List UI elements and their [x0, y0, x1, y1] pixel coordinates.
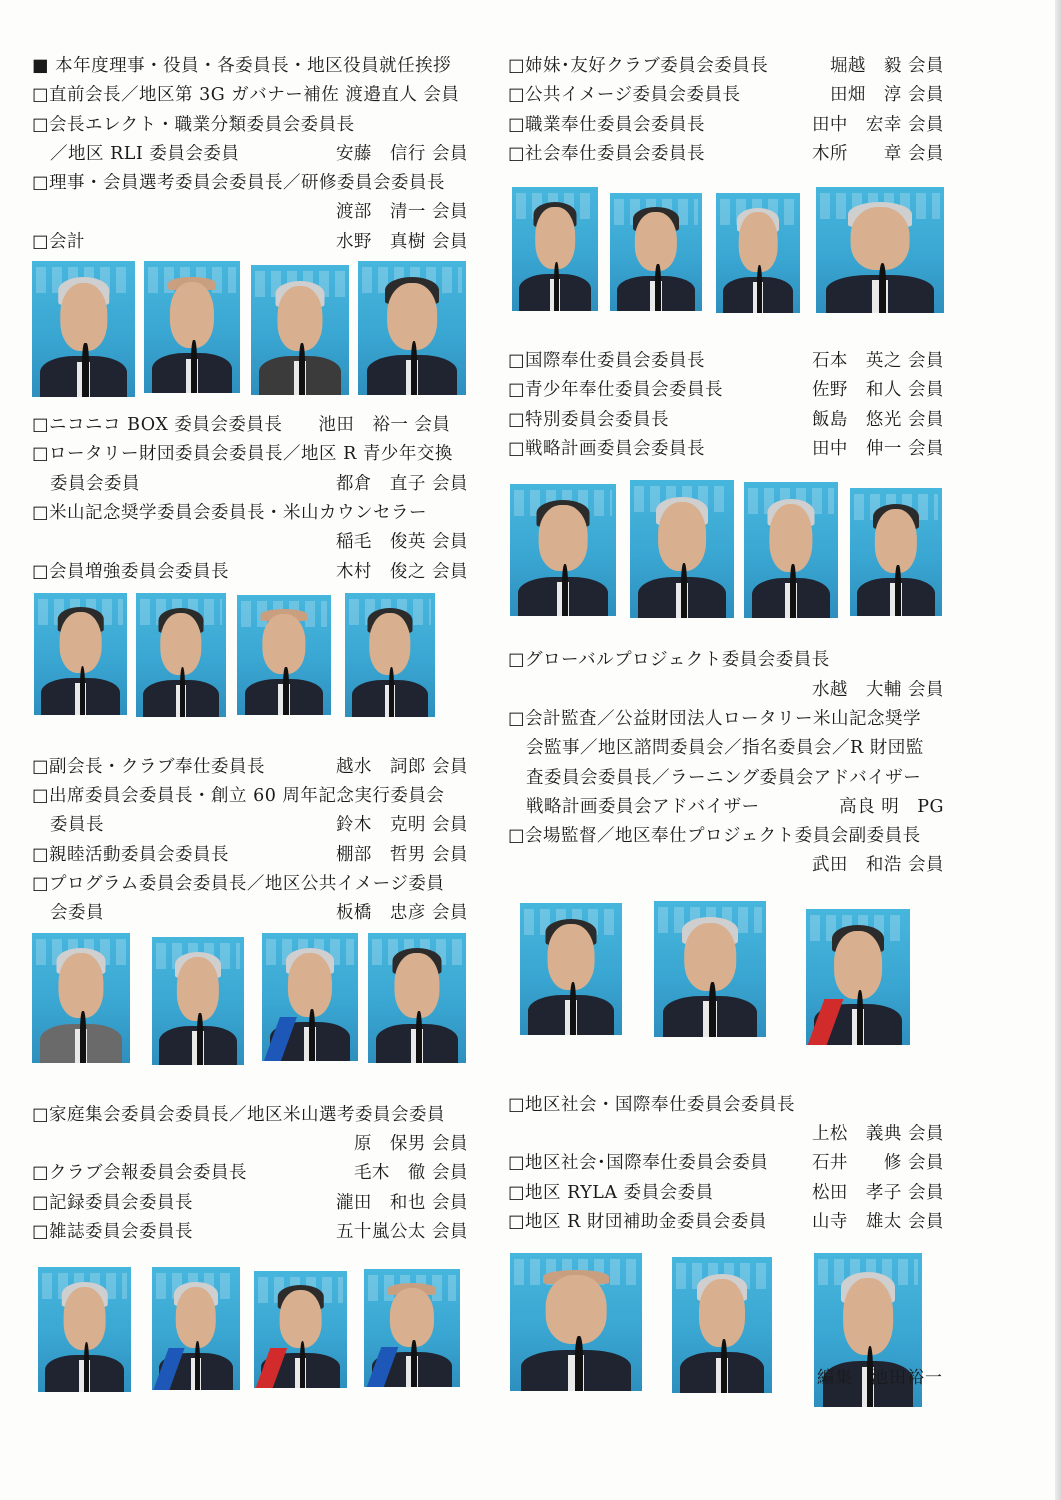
roster-line — [32, 528, 472, 557]
role-text: ／地区 RLI 委員会委員 — [50, 143, 240, 164]
role-text: □地区 R 財団補助金委員会委員 — [508, 1211, 767, 1232]
roster-line — [508, 822, 948, 851]
member-photo — [32, 261, 135, 397]
roster-line — [32, 1130, 472, 1159]
role-text: □会場監督／地区奉仕プロジェクト委員会副委員長 — [508, 826, 921, 847]
roster-line — [32, 782, 472, 811]
photo-row-3 — [32, 933, 472, 1101]
member-photo — [630, 480, 734, 618]
role-text: 委員長 — [50, 815, 104, 836]
roster-line — [32, 228, 472, 257]
member-photo — [716, 193, 800, 313]
member-photo — [152, 1267, 240, 1390]
roster-line — [32, 169, 472, 198]
member-name: 石本 英之 会員 — [811, 351, 944, 372]
roster-line — [32, 1101, 472, 1130]
role-text: □プログラム委員会委員長／地区公共イメージ委員 — [32, 874, 445, 895]
member-name: 越水 詞郎 会員 — [335, 756, 468, 777]
member-name: 毛木 徹 会員 — [353, 1163, 468, 1184]
member-photo — [364, 1269, 460, 1387]
left-block-2 — [32, 411, 472, 587]
roster-line — [508, 793, 948, 822]
member-name: 棚部 哲男 会員 — [335, 844, 468, 865]
member-name: 瀧田 和也 会員 — [335, 1192, 468, 1213]
member-name: 安藤 信行 会員 — [335, 143, 468, 164]
member-name: 板橋 忠彦 会員 — [335, 903, 468, 924]
photo-row-2 — [32, 593, 472, 753]
member-photo — [806, 909, 910, 1045]
roster-line — [32, 1218, 472, 1247]
roster-line — [508, 406, 948, 435]
right-block-2 — [508, 347, 948, 464]
roster-line — [32, 499, 472, 528]
role-text: □姉妹･友好クラブ委員会委員長 — [508, 56, 769, 76]
role-text: □地区 RYLA 委員会委員 — [508, 1182, 714, 1203]
role-text: □直前会長／地区第 3G ガバナー補佐 渡邉直人 会員 — [32, 85, 460, 106]
member-photo — [34, 593, 127, 715]
role-text: □クラブ会報委員会委員長 — [32, 1163, 248, 1184]
member-name: 水越 大輔 会員 — [811, 679, 944, 700]
roster-line — [32, 470, 472, 499]
member-name: 稲毛 俊英 会員 — [335, 532, 468, 553]
left-block-4 — [32, 1101, 472, 1247]
member-photo — [358, 261, 466, 395]
roster-line — [508, 1120, 948, 1149]
member-name: 水野 真樹 会員 — [335, 231, 468, 252]
role-text: □戦略計画委員会委員長 — [508, 439, 706, 460]
roster-line — [32, 899, 472, 928]
left-column — [32, 52, 472, 1407]
member-photo — [520, 903, 622, 1035]
roster-line — [508, 676, 948, 705]
member-name: 田畑 淳 会員 — [829, 85, 944, 106]
roster-line — [508, 435, 948, 464]
roster-line — [508, 705, 948, 734]
member-name: 堀越 毅 会員 — [829, 56, 944, 76]
member-name: 田中 伸一 会員 — [811, 439, 944, 460]
roster-line — [508, 1091, 948, 1120]
role-text: 会監事／地区諮問委員会／指名委員会／R 財団監 — [526, 738, 924, 759]
roster-line — [32, 1159, 472, 1188]
roster-line — [32, 811, 472, 840]
roster-line — [508, 81, 948, 110]
member-photo — [38, 1267, 131, 1392]
role-text: □記録委員会委員長 — [32, 1192, 194, 1213]
role-text: □理事・会員選考委員会委員長／研修委員会委員長 — [32, 173, 446, 194]
roster-line — [32, 198, 472, 227]
member-photo — [32, 933, 130, 1063]
roster-line — [32, 753, 472, 782]
member-name: 五十嵐公太 会員 — [335, 1221, 468, 1242]
role-text: □地区社会・国際奉仕委員会委員長 — [508, 1094, 796, 1115]
right-block-4 — [508, 1091, 948, 1237]
role-text: □会長エレクト・職業分類委員会委員長 — [32, 114, 355, 135]
role-text: 戦略計画委員会アドバイザー — [526, 796, 760, 817]
role-text: 会委員 — [50, 903, 104, 924]
roster-line — [508, 1179, 948, 1208]
member-name: 松田 孝子 会員 — [811, 1182, 944, 1203]
role-text: □国際奉仕委員会委員長 — [508, 351, 706, 372]
roster-line — [32, 841, 472, 870]
role-text: □地区社会･国際奉仕委員会委員 — [508, 1153, 769, 1174]
member-name: 都倉 直子 会員 — [335, 473, 468, 494]
role-text: □雑誌委員会委員長 — [32, 1221, 194, 1242]
member-photo — [262, 933, 358, 1061]
member-photo — [152, 937, 244, 1065]
roster-line — [508, 52, 948, 81]
member-photo — [345, 593, 435, 717]
member-name: 飯島 悠光 会員 — [811, 409, 944, 430]
role-text: □会計 — [32, 231, 86, 252]
member-photo — [744, 482, 838, 618]
role-text: □家庭集会委員会委員長／地区米山選考委員会委員 — [32, 1104, 446, 1125]
role-text: 委員会委員 — [50, 473, 140, 494]
roster-line — [32, 81, 472, 110]
page-edge-shadow — [1055, 0, 1061, 1500]
roster-line — [508, 376, 948, 405]
photo-row-r1 — [508, 187, 948, 347]
right-block-1 — [508, 52, 948, 169]
role-text: □公共イメージ委員会委員長 — [508, 85, 741, 106]
role-text: □青少年奉仕委員会委員長 — [508, 380, 724, 401]
member-photo — [237, 595, 331, 715]
photo-row-1 — [32, 261, 472, 411]
roster-line — [508, 646, 948, 675]
role-text: □職業奉仕委員会委員長 — [508, 114, 706, 135]
member-name: 石井 修 会員 — [811, 1153, 944, 1174]
photo-row-4 — [32, 1267, 472, 1407]
role-text: □特別委員会委員長 — [508, 409, 670, 430]
right-column — [508, 52, 948, 1413]
role-text: □ロータリー財団委員会委員長／地区 R 青少年交換 — [32, 444, 453, 465]
member-photo — [654, 901, 766, 1037]
role-text: □米山記念奨学委員会委員長・米山カウンセラー — [32, 502, 428, 523]
roster-line — [508, 111, 948, 140]
roster-line — [32, 558, 472, 587]
photo-row-r3 — [508, 901, 948, 1091]
editor-credit: 編集 池田裕一 — [817, 1368, 943, 1388]
member-photo — [136, 593, 226, 717]
photo-row-r2 — [508, 480, 948, 646]
member-name: 原 保男 会員 — [353, 1133, 468, 1154]
role-text: □ニコニコ BOX 委員会委員長 池田 裕一 会員 — [32, 415, 451, 436]
member-photo — [144, 261, 240, 393]
member-photo — [850, 488, 942, 616]
role-text: □出席委員会委員長・創立 60 周年記念実行委員会 — [32, 786, 445, 807]
roster-line — [32, 411, 472, 440]
member-photo — [672, 1257, 772, 1393]
member-photo — [610, 193, 702, 311]
roster-line — [508, 851, 948, 880]
role-text: □親睦活動委員会委員長 — [32, 844, 230, 865]
roster-line — [32, 1189, 472, 1218]
member-name: 高良 明 PG — [839, 796, 944, 817]
roster-line — [508, 140, 948, 169]
member-photo — [510, 484, 616, 616]
roster-line — [32, 140, 472, 169]
member-name: 木所 章 会員 — [811, 143, 944, 164]
member-photo — [251, 265, 349, 395]
role-text: □会員増強委員会委員長 — [32, 561, 230, 582]
member-name: 渡部 清一 会員 — [335, 202, 468, 223]
member-name: 上松 義典 会員 — [811, 1124, 944, 1145]
member-name: 山寺 雄太 会員 — [811, 1211, 944, 1232]
member-photo — [368, 933, 466, 1063]
roster-line — [508, 347, 948, 376]
member-photo — [816, 187, 944, 313]
roster-line — [508, 734, 948, 763]
member-name: 武田 和浩 会員 — [811, 855, 944, 876]
member-name: 鈴木 克明 会員 — [335, 815, 468, 836]
role-text: □社会奉仕委員会委員長 — [508, 143, 706, 164]
member-name: 木村 俊之 会員 — [335, 561, 468, 582]
member-photo — [254, 1271, 347, 1388]
photo-row-r4 — [508, 1253, 948, 1413]
member-name: 佐野 和人 会員 — [811, 380, 944, 401]
roster-line — [32, 870, 472, 899]
right-block-3 — [508, 646, 948, 880]
left-block-3 — [32, 753, 472, 929]
role-text: □副会長・クラブ奉仕委員長 — [32, 756, 266, 777]
role-text: 査委員会委員長／ラーニング委員会アドバイザー — [526, 767, 922, 788]
member-photo — [512, 187, 598, 311]
role-text: □会計監査／公益財団法人ロータリー米山記念奨学 — [508, 708, 922, 729]
roster-line — [32, 111, 472, 140]
left-block-1 — [32, 81, 472, 257]
roster-line — [508, 764, 948, 793]
roster-line — [508, 1149, 948, 1178]
role-text: □グローバルプロジェクト委員会委員長 — [508, 650, 830, 671]
roster-line — [32, 440, 472, 469]
member-name: 田中 宏幸 会員 — [811, 114, 944, 135]
member-photo — [510, 1253, 642, 1391]
roster-line — [508, 1208, 948, 1237]
section-heading: ■ 本年度理事・役員・各委員長・地区役員就任挨拶 — [32, 56, 452, 76]
